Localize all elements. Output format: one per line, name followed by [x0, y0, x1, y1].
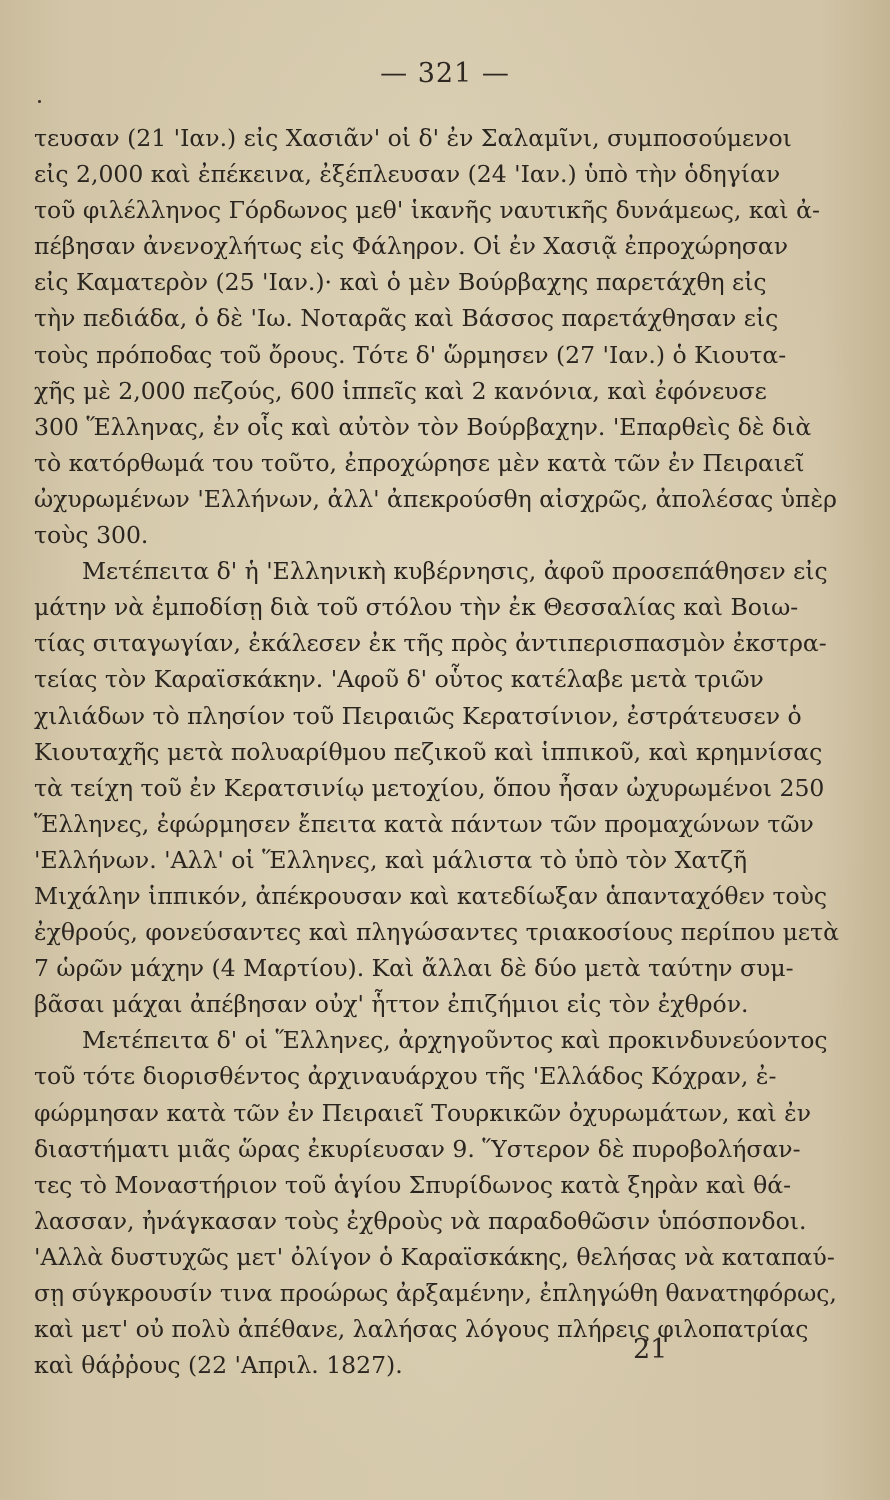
text-line: ὠχυρωμένων 'Ελλήνων, ἀλλ' ἀπεκρούσθη αἰσχρῶς, ἀπολέσας ὑπὲρ: [34, 484, 837, 513]
text-line: 7 ὡρῶν μάχην (4 Μαρτίου). Καὶ ἄλλαι δὲ δύο μετὰ ταύτην συμ-: [34, 954, 794, 983]
text-line: τὰ τείχη τοῦ ἐν Κερατσινίῳ μετοχίου, ὅπου ἦσαν ὠχυρωμένοι 250: [34, 773, 825, 802]
text-line: τευσαν (21 'Ιαν.) εἰς Χασιᾶν' οἱ δ' ἐν Σαλαμῖνι, συμποσούμενοι: [34, 124, 792, 152]
text-line: τοῦ τότε διορισθέντος ἀρχιναυάρχου τῆς 'Ελλάδος Κόχραν, ἐ-: [34, 1062, 777, 1091]
text-line: καὶ θάῤῥους (22 'Απριλ. 1827).: [34, 1351, 403, 1380]
text-line: λασσαν, ἠνάγκασαν τοὺς ἐχθροὺς νὰ παραδοθῶσιν ὑπόσπονδοι.: [34, 1206, 807, 1235]
text-line: ἐχθρούς, φονεύσαντες καὶ πληγώσαντες τριακοσίους περίπου μετὰ: [34, 918, 839, 947]
paragraph-first-line: Μετέπειτα δ' οἱ Ἕλληνες, ἀρχηγοῦντος καὶ προκινδυνεύοντος: [82, 1026, 828, 1055]
text-line: τείας τὸν Καραϊσκάκην. 'Αφοῦ δ' οὗτος κατέλαβε μετὰ τριῶν: [34, 665, 764, 694]
text-line: χῆς μὲ 2,000 πεζούς, 600 ἱππεῖς καὶ 2 κανόνια, καὶ ἐφόνευσε: [34, 376, 767, 405]
text-line: διαστήματι μιᾶς ὥρας ἐκυρίευσαν 9. Ὕστερον δὲ πυροβολήσαν-: [34, 1134, 801, 1163]
text-line: τοὺς πρόποδας τοῦ ὄρους. Τότε δ' ὥρμησεν (27 'Ιαν.) ὁ Κιουτα-: [34, 340, 787, 369]
text-line: Κιουταχῆς μετὰ πολυαρίθμου πεζικοῦ καὶ ἱππικοῦ, καὶ κρημνίσας: [34, 737, 823, 766]
text-line: τες τὸ Μοναστήριον τοῦ ἁγίου Σπυρίδωνος κατὰ ξηρὰν καὶ θά-: [34, 1170, 792, 1199]
text-line: μάτην νὰ ἐμποδίσῃ διὰ τοῦ στόλου τὴν ἐκ Θεσσαλίας καὶ Βοιω-: [34, 593, 799, 622]
paragraph-first-line: Μετέπειτα δ' ἡ 'Ελληνικὴ κυβέρνησις, ἀφοῦ προσεπάθησεν εἰς: [82, 557, 828, 586]
text-line: σῃ σύγκρουσίν τινα προώρως ἀρξαμένην, ἐπληγώθη θανατηφόρως,: [34, 1279, 837, 1307]
text-line: τὴν πεδιάδα, ὁ δὲ 'Ιω. Νοταρᾶς καὶ Βάσσος παρετάχθησαν εἰς: [34, 304, 779, 333]
body-text: [34, 120, 839, 1383]
text-line: 300 Ἕλληνας, ἐν οἷς καὶ αὐτὸν τὸν Βούρβαχην. 'Επαρθεὶς δὲ διὰ: [34, 412, 812, 441]
text-line: καὶ μετ' οὐ πολὺ ἀπέθανε, λαλήσας λόγους πλήρεις φιλοπατρίας: [34, 1315, 809, 1344]
text-line: βᾶσαι μάχαι ἀπέβησαν οὐχ' ἧττον ἐπιζήμιοι εἰς τὸν ἐχθρόν.: [34, 990, 749, 1019]
text-line: πέβησαν ἀνενοχλήτως εἰς Φάληρον. Οἱ ἐν Χασιᾷ ἐπροχώρησαν: [34, 232, 789, 261]
text-line: Μιχάλην ἱππικόν, ἀπέκρουσαν καὶ κατεδίωξαν ἁπανταχόθεν τοὺς: [34, 881, 828, 910]
text-line: φώρμησαν κατὰ τῶν ἐν Πειραιεῖ Τουρκικῶν ὀχυρωμάτων, καὶ ἐν: [34, 1098, 812, 1127]
page-number: — 321 —: [380, 58, 510, 89]
text-line: εἰς 2,000 καὶ ἐπέκεινα, ἐξέπλευσαν (24 'Ιαν.) ὑπὸ τὴν ὁδηγίαν: [34, 160, 781, 189]
text-line: 'Αλλὰ δυστυχῶς μετ' ὀλίγον ὁ Καραϊσκάκης, θελήσας νὰ καταπαύ-: [34, 1242, 835, 1271]
text-line: χιλιάδων τὸ πλησίον τοῦ Πειραιῶς Κερατσίνιον, ἐστράτευσεν ὁ: [34, 701, 802, 730]
text-line: τοῦ φιλέλληνος Γόρδωνος μεθ' ἱκανῆς ναυτικῆς δυνάμεως, καὶ ἀ-: [34, 196, 820, 225]
ink-speck: [38, 100, 41, 103]
signature-mark: 21: [633, 1334, 668, 1365]
text-line: 'Ελλήνων. 'Αλλ' οἱ Ἕλληνες, καὶ μάλιστα τὸ ὑπὸ τὸν Χατζῆ: [34, 845, 748, 874]
text-line: τὸ κατόρθωμά του τοῦτο, ἐπροχώρησε μὲν κατὰ τῶν ἐν Πειραιεῖ: [34, 448, 805, 477]
text-line: Ἕλληνες, ἐφώρμησεν ἔπειτα κατὰ πάντων τῶν προμαχώνων τῶν: [34, 809, 814, 838]
text-line: τοὺς 300.: [34, 521, 149, 550]
text-line: τίας σιταγωγίαν, ἐκάλεσεν ἐκ τῆς πρὸς ἀντιπερισπασμὸν ἐκστρα-: [34, 629, 827, 658]
text-line: εἰς Καματερὸν (25 'Ιαν.)· καὶ ὁ μὲν Βούρβαχης παρετάχθη εἰς: [34, 268, 767, 297]
